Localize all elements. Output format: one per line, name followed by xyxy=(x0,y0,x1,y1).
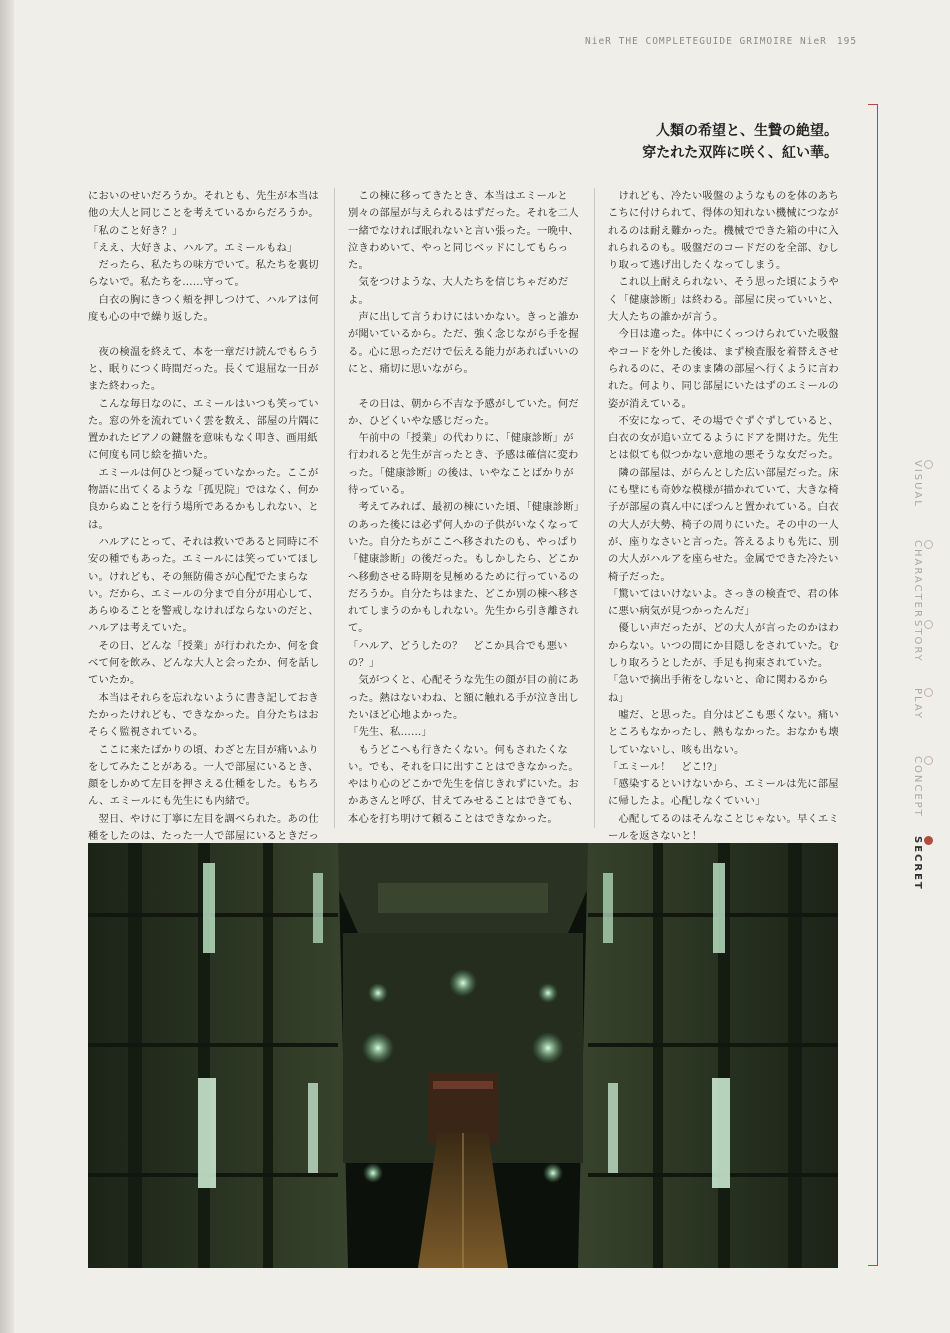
paragraph: この棟に移ってきたとき、本当はエミールと別々の部屋が与えられるはずだった。それを二人一緒でなければ眠れないと言い張った。一晩中、泣きわめいて、やっと同じベッドにしてもらった。 xyxy=(348,190,579,272)
paragraph: ハルアにとって、それは救いであると同時に不安の種でもあった。エミールには笑っていてほしい。けれども、その無防備さが心配でたまらない。だから、エミールの分まで自分が用心して、あらゆることを警戒しなければならないのだと、ハルアは考えていた。 xyxy=(88,535,319,635)
paragraph: 白衣の胸にきつく頬を押しつけて、ハルアは何度も心の中で繰り返した。 xyxy=(88,293,319,324)
paragraph: もうどこへも行きたくない。何もされたくない。でも、それを口に出すことはできなかった。やはり心のどこかで先生を信じきれずにいた。おかあさんと呼び、甘えてみせることはできても、本心を打ち明けて頼ることはできなかった。 xyxy=(348,743,579,825)
paragraph: その日は、朝から不吉な予感がしていた。何だか、ひどくいやな感じだった。 xyxy=(348,397,579,427)
corridor-illustration xyxy=(88,843,838,1268)
paragraph: 嘘だ、と思った。自分はどこも悪くない。痛いところもなかったし、熱もなかった。おなかも壊していないし、咳も出ない。 xyxy=(608,708,839,756)
paragraph-break xyxy=(348,378,584,395)
paragraph: けれども、冷たい吸盤のようなものを体のあちこちに付けられて、得体の知れない機械につながれるのは耐え難かった。機械でできた箱の中に入れられるのも。吸盤だのコードだのを全部、むしり取って逃げ出したくなってしまう。 xyxy=(608,190,839,272)
tab-label: SECRET xyxy=(912,836,923,891)
paragraph: においのせいだろうか。それとも、先生が本当は他の大人と同じことを考えているからだろうか。 xyxy=(88,190,319,220)
paragraph: その日、どんな「授業」が行われたか、何を食べて何を飲み、どんな大人と会ったか、何を話していたか。 xyxy=(88,639,320,687)
text-column-1 xyxy=(88,188,324,914)
tab-story[interactable] xyxy=(904,620,934,663)
section-bracket xyxy=(868,104,878,1266)
paragraph: 午前中の「授業」の代わりに、「健康診断」が行われると先生が言ったとき、予感は確信に変わった。「健康診断」の後は、いやなことばかりが待っている。 xyxy=(348,432,579,497)
tab-label: CHARACTER xyxy=(912,540,923,619)
tab-concept[interactable] xyxy=(904,756,934,818)
page-number: 195 xyxy=(836,36,858,47)
tab-visual[interactable] xyxy=(904,460,934,508)
paragraph: 「先生、私……」 xyxy=(348,726,432,739)
tab-character[interactable] xyxy=(904,540,934,619)
text-column-3 xyxy=(608,188,844,897)
paragraph: 気がつくと、心配そうな先生の顔が目の前にあった。熱はないわね、と額に触れる手が泣き出したいほど心地よかった。 xyxy=(348,674,579,721)
paragraph: 不安になって、その場でぐずぐずしていると、白衣の女が追い立てるようにドアを開けた。先生とは似ても似つかない意地の悪そうな女だった。 xyxy=(608,414,839,462)
tab-secret[interactable] xyxy=(904,836,934,891)
page-binding-edge xyxy=(0,0,14,1333)
running-head xyxy=(585,36,895,47)
subtitle-line-1: 人類の希望と、生贄の絶望。 xyxy=(656,123,838,139)
paragraph: 「エミール！ どこ!?」 xyxy=(608,760,723,773)
paragraph: 夜の検温を終えて、本を一章だけ読んでもらうと、眠りにつく時間だった。長くて退屈な一日がまた終わった。 xyxy=(88,345,319,393)
column-divider xyxy=(594,188,595,828)
paragraph: 考えてみれば、最初の棟にいた頃、「健康診断」のあった後には必ず何人かの子供がいなくなっていた。自分たちがここへ移されたのも、やっぱり「健康診断」の後だった。もしかしたら、どこかへ移動させる時期を見極めるために行っているのだろうか。自分たちはまた、どこか別の棟へ移されてしまうのかもしれない。先生から引き離されて。 xyxy=(348,501,580,635)
tab-label: PLAY xyxy=(912,688,923,721)
tab-dot-icon xyxy=(924,620,933,629)
paragraph: 「驚いてはいけないよ。さっきの検査で、君の体に悪い病気が見つかったんだ」 xyxy=(608,587,839,618)
paragraph: これ以上耐えられない、そう思った頃にようやく「健康診断」は終わる。部屋に戻っていいと、大人たちの誰かが言う。 xyxy=(608,276,839,324)
paragraph: ここに来たばかりの頃、わざと左目が痛いふりをしてみたことがある。一人で部屋にいるとき、顔をしかめて左目を押さえる仕種をした。もちろん、エミールにも先生にも内緒で。 xyxy=(88,743,319,808)
paragraph: 声に出して言うわけにはいかない。きっと誰かが聞いているから。ただ、強く念じながら手を握る。心に思っただけで伝える能力があればいいのにと、痛切に思いながら。 xyxy=(348,311,579,375)
paragraph: 隣の部屋は、がらんとした広い部屋だった。床にも壁にも奇妙な模様が描かれていて、大きな椅子が部屋の真ん中にぽつんと置かれている。白衣の大人が大勢、椅子の周りにいた。その中の一人が、座りなさいと言った。答えるよりも先に、別の大人がハルアを座らせた。金属でできた冷たい椅子だった。 xyxy=(608,466,839,583)
corridor-screenshot xyxy=(88,843,838,1268)
paragraph: こんな毎日なのに、エミールはいつも笑っていた。窓の外を流れていく雲を数え、部屋の片隅に置かれたピアノの鍵盤を意味もなく叩き、画用紙に何度も同じ絵を描いた。 xyxy=(88,397,320,462)
tab-dot-icon xyxy=(924,540,933,549)
paragraph: 「急いで摘出手術をしないと、命に関わるからね」 xyxy=(608,674,829,704)
paragraph: 今日は違った。体中にくっつけられていた吸盤やコードを外した後は、まず検査服を着替えさせられるのに、そのまま隣の部屋へ行くように言われた。何より、同じ部屋にいたはずのエミールの姿が消えている。 xyxy=(608,328,839,410)
tab-label: STORY xyxy=(912,620,923,663)
paragraph: 本当はそれらを忘れないように書き記しておきたかったけれども、できなかった。自分たちはおそらく監視されている。 xyxy=(88,691,319,739)
paragraph: 「私のこと好き？」 xyxy=(88,224,183,237)
paragraph: 「ええ、大好きよ、ハルア。エミールもね」 xyxy=(88,241,298,254)
subtitle-line-2: 穿たれた双阵に咲く、紅い華。 xyxy=(642,145,838,161)
tab-label: CONCEPT xyxy=(912,756,923,818)
tab-dot-icon xyxy=(924,756,933,765)
text-column-2 xyxy=(348,188,584,914)
tab-dot-icon xyxy=(924,688,933,697)
paragraph: 「感染するといけないから、エミールは先に部屋に帰したよ。心配しなくていい」 xyxy=(608,778,839,808)
paragraph: 翌日、やけに丁寧に左目を調べられた。あの仕種をしたのは、たった一人で部屋にいるときだっ xyxy=(88,812,319,842)
tab-play[interactable] xyxy=(904,688,934,720)
tab-label: VISUAL xyxy=(912,460,923,508)
chapter-subtitle xyxy=(642,120,838,164)
paragraph: 「ハルア、どうしたの？ どこか具合でも悪いの？」 xyxy=(348,639,568,670)
paragraph: エミールは何ひとつ疑っていなかった。ここが物語に出てくるような「孤児院」ではなく、何か良からぬことを行う場所であるかもしれない、とは。 xyxy=(88,466,319,531)
paragraph: 気をつけような、大人たちを信じちゃだめだよ。 xyxy=(348,276,569,306)
tab-dot-icon xyxy=(924,460,933,469)
column-divider xyxy=(334,188,335,828)
tab-dot-icon xyxy=(924,836,933,845)
running-title: NieR THE COMPLETEGUIDE GRIMOIRE NieR xyxy=(585,36,827,47)
paragraph: 優しい声だったが、どの大人が言ったのかはわからない。いつの間にか目隠しをされていた。むしり取ろうとしたが、手足も拘束されていた。 xyxy=(608,622,839,670)
paragraph: 心配してるのはそんなことじゃない。早くエミールを返さないと！ xyxy=(608,812,839,842)
paragraph: だったら、私たちの味方でいて。私たちを裏切らないで。私たちを……守って。 xyxy=(88,259,319,289)
paragraph-break xyxy=(88,326,324,343)
